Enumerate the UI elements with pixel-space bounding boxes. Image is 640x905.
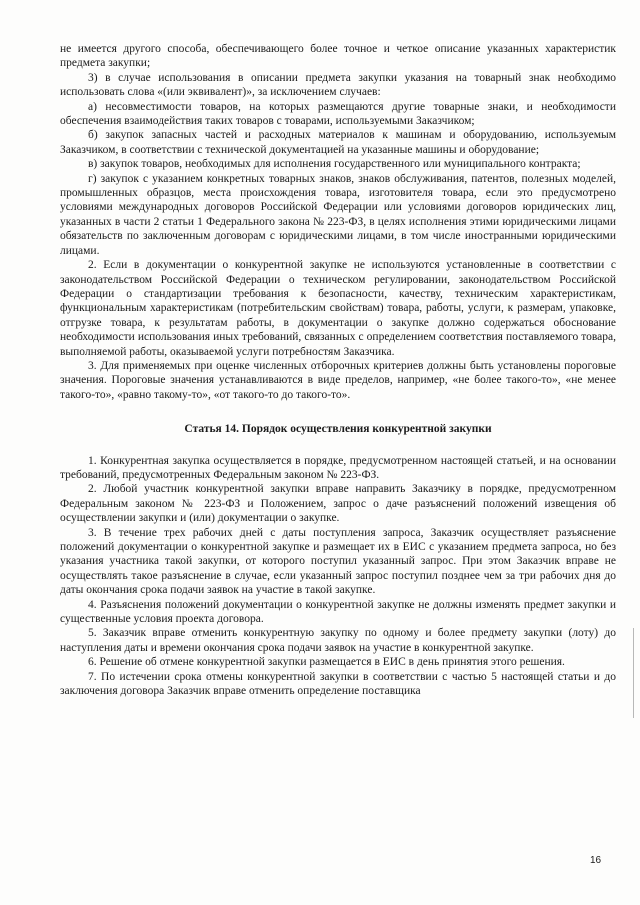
paragraph-subitem-a: а) несовместимости товаров, на которых размещаются другие товарные знаки, и необходимости обеспечения взаимодействия таких товаров с товарами, используемыми Заказчиком; <box>60 100 616 128</box>
paragraph-subitem-g: г) закупок с указанием конкретных товарных знаков, знаков обслуживания, патентов, полезных моделей, промышленных образцов, места происхождения товара, изготовителя товара, если это предусмотрено условиями международных договоров Российской Федерации или условиями договоров юридических лиц, указанных в части 2 статьи 1 Федерального закона № 223-ФЗ, в целях исполнения этими юридическими лицами обязательств по заключенным договорам с юридическими лицами, в том числе иностранными юридическими лицами. <box>60 172 616 257</box>
article-clause-1: 1. Конкурентная закупка осуществляется в порядке, предусмотренном настоящей статьей, и на основании требований, предусмотренных Федеральным законом № 223-ФЗ. <box>60 454 616 481</box>
paragraph-item-3: 3) в случае использования в описании предмета закупки указания на товарный знак необходимо использовать слова «(или эквивалент)», за исключением случаев: <box>60 71 616 99</box>
article-clause-4: 4. Разъяснения положений документации о конкурентной закупке не должны изменять предмет закупки и существенные условия проекта договора. <box>60 598 616 626</box>
document-body <box>60 42 616 698</box>
scan-margin-mark <box>633 628 634 718</box>
paragraph-item-2: 2. Если в документации о конкурентной закупке не используются установленные в соответствии с законодательством Российской Федерации о техническом регулировании, законодательством Российской Федерации о стандартизации требования к безопасности, качеству, техническим характеристикам, функциональным характеристикам (потребительским свойствам) товара, работы, услуги, к размерам, упаковке, отгрузке товара, к результатам работы, в документации о закупке должно содержаться обоснование необходимости использования иных требований, связанных с определением соответствия поставляемого товара, выполняемой работы, оказываемой услуги потребностям Заказчика. <box>60 259 616 358</box>
article-clause-3: 3. В течение трех рабочих дней с даты поступления запроса, Заказчик осуществляет разъяснение положений документации о конкурентной закупке и размещает их в ЕИС с указанием предмета запроса, но без указания участника такой закупки, от которого поступил указанный запрос. При этом Заказчик вправе не осуществлять такое разъяснение в случае, если указанный запрос поступил позднее чем за три рабочих дня до даты окончания срока подачи заявок на участие в такой закупке. <box>60 526 616 597</box>
article-clause-7: 7. По истечении срока отмены конкурентной закупки в соответствии с частью 5 настоящей статьи и до заключения договора Заказчик вправе отменить определение поставщика <box>60 670 616 698</box>
article-clause-5: 5. Заказчик вправе отменить конкурентную закупку по одному и более предмету закупки (лоту) до наступления даты и времени окончания срока подачи заявок на участие в конкурентной закупке. <box>60 627 616 654</box>
article-clause-2: 2. Любой участник конкурентной закупки вправе направить Заказчику в порядке, предусмотренном Федеральным законом № 223-ФЗ и Положением, запрос о даче разъяснений положений извещения об осуществлении закупки и (или) документации о закупке. <box>60 483 616 525</box>
article-clause-6: 6. Решение об отмене конкурентной закупки размещается в ЕИС в день принятия этого решения. <box>88 656 565 669</box>
paragraph-item-3b: 3. Для применяемых при оценке численных отборочных критериев должны быть установлены пороговые значения. Пороговые значения устанавливаются в виде пределов, например, «не более такого-то», «не менее такого-то», «равно такому-то», «от такого-то до такого-то». <box>60 359 616 401</box>
paragraph-subitem-v: в) закупок товаров, необходимых для исполнения государственного или муниципального контракта; <box>88 158 581 171</box>
intro-paragraph: не имеется другого способа, обеспечивающего более точное и четкое описание указанных характеристик предмета закупки; <box>60 43 616 70</box>
paragraph-subitem-b: б) закупок запасных частей и расходных материалов к машинам и оборудованию, используемым Заказчиком, в соответствии с технической документацией на указанные машины и оборудование; <box>60 129 616 156</box>
page-number: 16 <box>590 855 602 866</box>
article-heading: Статья 14. Порядок осуществления конкурентной закупки <box>184 423 492 436</box>
